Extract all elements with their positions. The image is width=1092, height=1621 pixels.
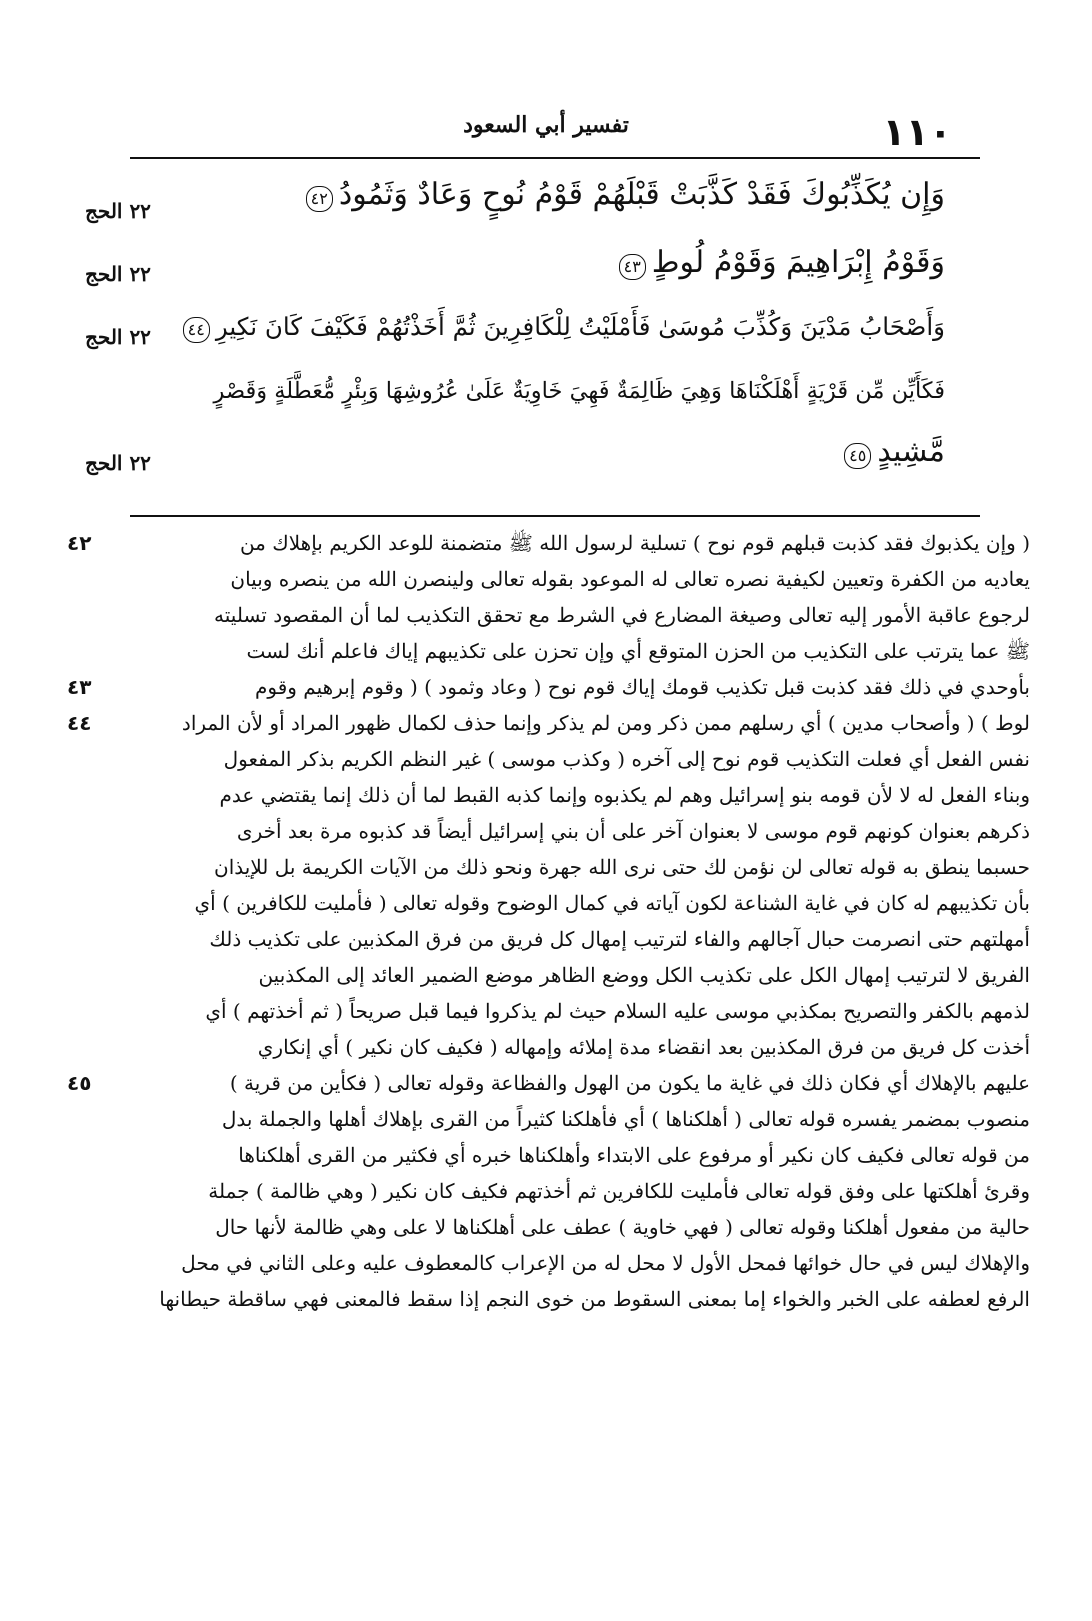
commentary-text: لوط ) ( وأصحاب مدين ) أي رسلهم ممن ذكر ومن لم يذكر وإنما حذف لكمال ظهور المراد أو لأن المراد	[181, 711, 1030, 735]
commentary-text: يعاديه من الكفرة وتعيين لكيفية نصره تعالى له الموعود بقوله تعالى ولينصرن الله من ينصره وبيان	[230, 567, 1030, 591]
commentary-line	[75, 849, 1030, 885]
commentary-block	[67, 525, 1030, 1317]
commentary-text: وبناء الفعل له لا لأن قومه بنو إسرائيل وهم لم يكذبوه وإنما كذبه القبط لما أن ذلك إنما يقتضي عدم	[219, 783, 1030, 807]
page-number: ١١٠	[882, 110, 952, 154]
verse-number: ٤٣	[619, 254, 646, 280]
commentary-text: من قوله تعالى فكيف كان نكير أو مرفوع على الابتداء وأهلكناها خبره أي فكثير من القرى أهلكناها	[238, 1143, 1030, 1167]
commentary-text: ( وإن يكذبوك فقد كذبت قبلهم قوم نوح ) تسلية لرسول الله ﷺ متضمنة للوعد الكريم بإهلاك من	[239, 531, 1030, 555]
verse-block	[85, 165, 945, 485]
commentary-line	[75, 885, 1030, 921]
verse-line	[85, 359, 945, 422]
commentary-text: ﷺ عما يترتب على التكذيب من الحزن المتوقع أي وإن تحزن على تكذيبهم إياك فاعلم أنك لست	[246, 639, 1030, 663]
commentary-line	[67, 669, 1030, 705]
verse-marker: ٤٥	[67, 1071, 92, 1095]
verse-line	[85, 165, 945, 233]
commentary-line	[75, 1209, 1030, 1245]
commentary-line	[75, 957, 1030, 993]
verse-text: وَإِن يُكَذِّبُوكَ فَقَدْ كَذَّبَتْ قَبْلَهُمْ قَوْمُ نُوحٍ وَعَادٌ وَثَمُودُ	[338, 177, 945, 212]
commentary-text: الرفع لعطفه على الخبر والخواء إما بمعنى السقوط من خوى النجم إذا سقط فالمعنى فهي ساقطة حيطانها	[159, 1287, 1030, 1311]
commentary-line	[67, 705, 1030, 741]
verse-marker: ٤٢	[67, 531, 92, 555]
verse-number: ٤٢	[306, 186, 333, 212]
commentary-text: عليهم بالإهلاك أي فكان ذلك في غاية ما يكون من الهول والفظاعة وقوله تعالى ( فكأين من قرية )	[229, 1071, 1030, 1095]
commentary-line	[75, 597, 1030, 633]
verse-text: وَقَوْمُ إِبْرَاهِيمَ وَقَوْمُ لُوطٍ	[651, 245, 945, 280]
commentary-line	[75, 561, 1030, 597]
verse-line	[85, 422, 945, 485]
verse-number: ٤٥	[844, 443, 871, 469]
commentary-text: وقرئ أهلكتها على وفق قوله تعالى فأمليت للكافرين ثم أخذتهم فكيف كان نكير ( وهي ظالمة ) جملة	[208, 1179, 1030, 1203]
verse-text: وَأَصْحَابُ مَدْيَنَ وَكُذِّبَ مُوسَىٰ فَأَمْلَيْتُ لِلْكَافِرِينَ ثُمَّ أَخَذْتُهُمْ فَكَيْفَ كَانَ نَكِيرِ	[215, 312, 945, 341]
commentary-text: نفس الفعل أي فعلت التكذيب قوم نوح إلى آخره ( وكذب موسى ) غير النظم الكريم بذكر المفعول	[223, 747, 1030, 771]
commentary-line	[75, 1029, 1030, 1065]
commentary-text: والإهلاك ليس في حال خوائها فمحل الأول لا محل له من الإعراب كالمعطوف عليه وعلى الثاني في محل	[181, 1251, 1030, 1275]
verse-marker: ٤٣	[67, 675, 92, 699]
verse-marker: ٤٤	[67, 711, 92, 735]
verse-line	[85, 296, 945, 359]
commentary-text: منصوب بمضمر يفسره قوله تعالى ( أهلكناها ) أي فأهلكنا كثيراً من القرى بإهلاك أهلها والجملة بدل	[221, 1107, 1030, 1131]
section-divider	[130, 515, 980, 517]
header-rule	[130, 157, 980, 159]
commentary-text: لرجوع عاقبة الأمور إليه تعالى وصيغة المضارع في الشرط مع تحقق التكذيب لما أن المقصود تسليته	[214, 603, 1030, 627]
commentary-text: ذكرهم بعنوان كونهم قوم موسى لا بعنوان آخر على أن بني إسرائيل أيضاً قد كذبوه مرة بعد أخرى	[236, 819, 1030, 843]
running-title: تفسير أبي السعود	[463, 112, 629, 138]
commentary-text: بأوحدي في ذلك فقد كذبت قبل تكذيب قومك إياك قوم نوح ( وعاد وثمود ) ( وقوم إبرهيم وقوم	[255, 675, 1030, 699]
commentary-text: لذمهم بالكفر والتصريح بمكذبي موسى عليه السلام حيث لم يذكروا فيما قبل صريحاً ( ثم أخذتهم ) أي	[205, 999, 1030, 1023]
verse-number: ٤٤	[183, 317, 210, 343]
commentary-line	[75, 921, 1030, 957]
commentary-line	[75, 813, 1030, 849]
commentary-text: أمهلتهم حتى انصرمت حبال آجالهم والفاء لترتيب إمهال كل فريق من فرق المكذبين على تكذيب ذلك	[209, 927, 1030, 951]
commentary-line	[67, 525, 1030, 561]
commentary-text: حسبما ينطق به قوله تعالى لن نؤمن لك حتى نرى الله جهرة ونحو ذلك من الآيات الكريمة بل للإيذان	[214, 855, 1030, 879]
verse-reference: ٢٢ الحج	[85, 451, 151, 475]
verse-text: فَكَأَيِّن مِّن قَرْيَةٍ أَهْلَكْنَاهَا وَهِيَ ظَالِمَةٌ فَهِيَ خَاوِيَةٌ عَلَىٰ عُرُوشِهَا وَبِئْرٍ مُّعَطَّلَةٍ وَقَصْرٍ	[213, 378, 945, 404]
commentary-line	[75, 1173, 1030, 1209]
commentary-line	[75, 1245, 1030, 1281]
commentary-text: الفريق لا لترتيب إمهال الكل على تكذيب الكل ووضع الظاهر موضع الضمير العائد إلى المكذبين	[258, 963, 1030, 987]
verse-reference: ٢٢ الحج	[85, 262, 151, 286]
commentary-text: أخذت كل فريق من فرق المكذبين بعد انقضاء مدة إملائه وإمهاله ( فكيف كان نكير ) أي إنكاري	[257, 1035, 1030, 1059]
verse-reference: ٢٢ الحج	[85, 199, 151, 223]
verse-text: مَّشِيدٍ	[877, 434, 945, 469]
commentary-line	[75, 993, 1030, 1029]
commentary-text: حالية من مفعول أهلكنا وقوله تعالى ( فهي خاوية ) عطف على أهلكناها لا على وهي ظالمة لأنها حال	[215, 1215, 1030, 1239]
verse-line	[85, 233, 945, 296]
verse-reference: ٢٢ الحج	[85, 325, 151, 349]
commentary-line	[75, 1101, 1030, 1137]
commentary-line	[75, 633, 1030, 669]
commentary-line	[75, 741, 1030, 777]
commentary-line	[75, 1281, 1030, 1317]
commentary-line	[75, 777, 1030, 813]
commentary-text: بأن تكذيبهم له كان في غاية الشناعة لكون آياته في كمال الوضوح وقوله تعالى ( فأمليت للكافرين ) أي	[194, 891, 1030, 915]
commentary-line	[75, 1137, 1030, 1173]
commentary-line	[67, 1065, 1030, 1101]
